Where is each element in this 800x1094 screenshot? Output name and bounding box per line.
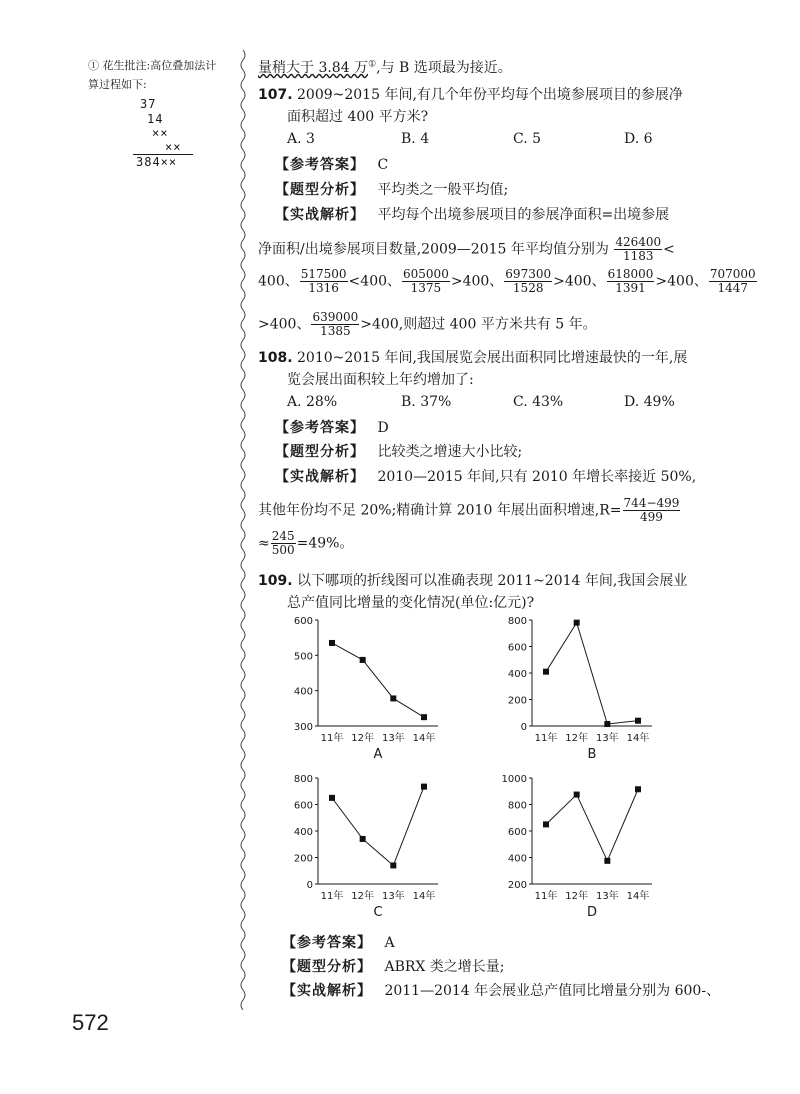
question-stem: 以下哪项的折线图可以准确表现 2011~2014 年间,我国会展业 (297, 573, 688, 589)
analysis-conclusion: ,则超过 400 平方米共有 5 年。 (398, 316, 597, 333)
type-value: 平均类之一般平均值; (377, 182, 509, 198)
chart-label: A (373, 747, 383, 762)
y-tick-label: 400 (507, 853, 527, 865)
data-point (329, 640, 335, 646)
data-point (635, 786, 641, 792)
data-point (604, 721, 610, 727)
separator: 、 (693, 273, 708, 290)
y-tick-label: 0 (520, 722, 527, 733)
y-tick-label: 400 (507, 669, 527, 680)
x-tick-label: 11年 (320, 891, 344, 902)
answer-label: 【参考答案】 (275, 157, 365, 173)
answer-row (282, 932, 395, 952)
analysis-label: 【实战解析】 (275, 207, 365, 223)
series-line (332, 787, 424, 866)
y-tick-label: 600 (293, 616, 313, 627)
chart-grid (270, 612, 690, 932)
x-tick-label: 14年 (626, 733, 650, 744)
type-label: 【题型分析】 (275, 182, 365, 198)
lt-sign: < (663, 241, 675, 258)
chart-label: B (587, 747, 597, 762)
question-number: 107. (258, 87, 293, 103)
side-calc-row: ×× (165, 140, 182, 154)
lt-sign: < (348, 273, 361, 290)
side-calc-row: 14 (147, 112, 164, 126)
fraction: $\frac{639000}{1385}$ (312, 310, 359, 338)
data-point (604, 858, 610, 864)
margin-divider (236, 50, 250, 1010)
x-tick-label: 13年 (595, 733, 619, 744)
data-point (635, 718, 641, 724)
fraction: $\frac{245}{500}$ (271, 529, 295, 557)
option-d: D. 6 (624, 131, 653, 147)
answer-value: C (377, 157, 389, 173)
x-tick-label: 14年 (626, 891, 650, 902)
data-point (574, 792, 580, 798)
analysis-label: 【实战解析】 (275, 469, 365, 485)
analysis-text: 2010—2015 年间,只有 2010 年增长率接近 50%, (377, 469, 697, 485)
chart-label: D (586, 905, 598, 920)
analysis-line3 (258, 530, 354, 557)
y-tick-label: 800 (507, 800, 527, 812)
data-point (360, 657, 366, 663)
question-number: 109. (258, 573, 293, 589)
option-a: A. 3 (287, 131, 315, 147)
analysis-result: =49%。 (296, 535, 354, 552)
analysis-line3 (258, 268, 758, 295)
value-400: 400 (462, 273, 490, 290)
x-tick-label: 13年 (595, 891, 619, 902)
top-line (258, 57, 512, 77)
y-tick-label: 600 (507, 642, 527, 654)
answer-row (275, 154, 388, 174)
x-tick-label: 14年 (412, 733, 436, 744)
x-tick-label: 12年 (565, 891, 589, 902)
fraction: $\frac{426400}{1183}$ (615, 235, 662, 263)
data-point (574, 620, 580, 626)
type-label: 【题型分析】 (282, 959, 372, 975)
data-point (329, 795, 335, 801)
data-point (390, 695, 396, 701)
type-value: 比较类之增速大小比较; (377, 444, 523, 460)
analysis-text: 净面积/出境参展项目数量,2009—2015 年平均值分别为 (258, 241, 609, 258)
side-note-line2: 算过程如下: (88, 78, 147, 91)
x-tick-label: 14年 (412, 891, 436, 902)
question-stem-line2: 面积超过 400 平方米? (287, 109, 429, 125)
side-note (88, 58, 216, 93)
fraction: $\frac{744-499}{499}$ (623, 496, 680, 524)
type-row (282, 956, 505, 976)
series-line (332, 643, 424, 717)
option-d: D. 49% (624, 394, 675, 410)
x-tick-label: 11年 (534, 891, 558, 902)
y-tick-label: 800 (293, 774, 313, 785)
fraction: $\frac{707000}{1447}$ (709, 267, 756, 295)
series-line (546, 623, 638, 724)
option-b: B. 4 (401, 131, 430, 147)
y-tick-label: 400 (293, 686, 313, 698)
y-tick-label: 200 (293, 853, 313, 865)
analysis-text: 平均每个出境参展项目的参展净面积=出境参展 (377, 207, 670, 223)
answer-label: 【参考答案】 (275, 420, 365, 436)
analysis-row (282, 980, 720, 1000)
analysis-line2 (258, 497, 681, 524)
y-tick-label: 200 (507, 695, 527, 707)
data-point (543, 669, 549, 675)
analysis-line2 (258, 236, 675, 263)
fraction: $\frac{517500}{1316}$ (300, 267, 347, 295)
analysis-line4 (258, 311, 597, 338)
question-stem-line2: 总产值同比增量的变化情况(单位:亿元)? (287, 595, 535, 611)
separator: 、 (284, 273, 299, 290)
fraction: $\frac{697300}{1528}$ (505, 267, 552, 295)
option-c: C. 43% (513, 394, 564, 410)
answer-value: D (377, 420, 389, 436)
question-stem: 2010~2015 年间,我国展览会展出面积同比增速最快的一年,展 (297, 350, 688, 366)
question-108 (258, 347, 687, 367)
question-109 (258, 570, 687, 590)
option-c: C. 5 (513, 131, 542, 147)
gt-sign: > (360, 316, 373, 333)
gt-sign: > (258, 316, 270, 333)
option-b: B. 37% (401, 394, 452, 410)
question-stem-line2: 览会展出面积较上年约增加了: (287, 372, 474, 388)
data-point (421, 784, 427, 790)
value-400: 400 (269, 316, 297, 333)
y-tick-label: 300 (293, 722, 313, 733)
y-tick-label: 600 (507, 827, 527, 838)
type-value: ABRX 类之增长量; (384, 959, 505, 975)
value-400: 400 (564, 273, 592, 290)
y-tick-label: 200 (507, 880, 527, 891)
data-point (390, 862, 396, 868)
side-calc-row: 37 (140, 97, 157, 111)
data-point (360, 836, 366, 842)
approx-sign: ≈ (258, 535, 270, 552)
gt-sign: > (450, 273, 463, 290)
separator: 、 (296, 316, 311, 333)
chart-label: C (373, 905, 383, 920)
question-number: 108. (258, 350, 293, 366)
separator: 、 (489, 273, 504, 290)
side-note-line1: ① 花生批注:高位叠加法计 (88, 59, 217, 72)
side-calc-row: ×× (152, 126, 169, 140)
value-400: 400 (360, 273, 388, 290)
data-point (421, 714, 427, 720)
gt-sign: > (655, 273, 668, 290)
top-line-text: 量稍大于 3.84 万 (258, 60, 369, 76)
option-a: A. 28% (287, 394, 338, 410)
page-number: 572 (72, 1010, 109, 1035)
y-tick-label: 1000 (501, 774, 527, 785)
data-point (543, 821, 549, 827)
y-tick-label: 800 (507, 616, 527, 627)
analysis-text: 2011—2014 年会展业总产值同比增量分别为 600-、 (384, 983, 721, 999)
y-tick-label: 500 (293, 651, 313, 663)
x-tick-label: 11年 (534, 733, 558, 744)
y-tick-label: 600 (293, 800, 313, 812)
x-tick-label: 11年 (320, 733, 344, 744)
answer-value: A (384, 935, 395, 951)
top-line-rest: ,与 B 选项最为接近。 (376, 60, 512, 76)
separator: 、 (387, 273, 402, 290)
y-tick-label: 0 (306, 880, 313, 891)
x-tick-label: 12年 (351, 733, 375, 744)
fraction: $\frac{605000}{1375}$ (403, 267, 449, 295)
analysis-row (275, 466, 696, 486)
value-400: 400 (372, 316, 399, 333)
question-stem: 2009~2015 年间,有几个年份平均每个出境参展项目的参展净 (297, 87, 683, 103)
separator: 、 (591, 273, 606, 290)
x-tick-label: 13年 (381, 733, 405, 744)
analysis-row (275, 204, 669, 224)
x-tick-label: 12年 (351, 891, 375, 902)
type-row (275, 179, 508, 199)
type-label: 【题型分析】 (275, 444, 365, 460)
side-calc-row: 384×× (136, 155, 178, 169)
footnote-mark: ① (368, 59, 377, 70)
answer-label: 【参考答案】 (282, 935, 372, 951)
x-tick-label: 12年 (565, 733, 589, 744)
value-400: 400 (258, 273, 285, 290)
analysis-label: 【实战解析】 (282, 983, 372, 999)
y-tick-label: 400 (293, 827, 313, 838)
analysis-text: 其他年份均不足 20%;精确计算 2010 年展出面积增速,R= (258, 502, 622, 519)
answer-row (275, 417, 389, 437)
x-tick-label: 13年 (381, 891, 405, 902)
value-400: 400 (667, 273, 694, 290)
fraction: $\frac{618000}{1391}$ (607, 267, 654, 295)
gt-sign: > (553, 273, 565, 290)
series-line (546, 789, 638, 861)
question-107 (258, 84, 683, 104)
type-row (275, 441, 522, 461)
